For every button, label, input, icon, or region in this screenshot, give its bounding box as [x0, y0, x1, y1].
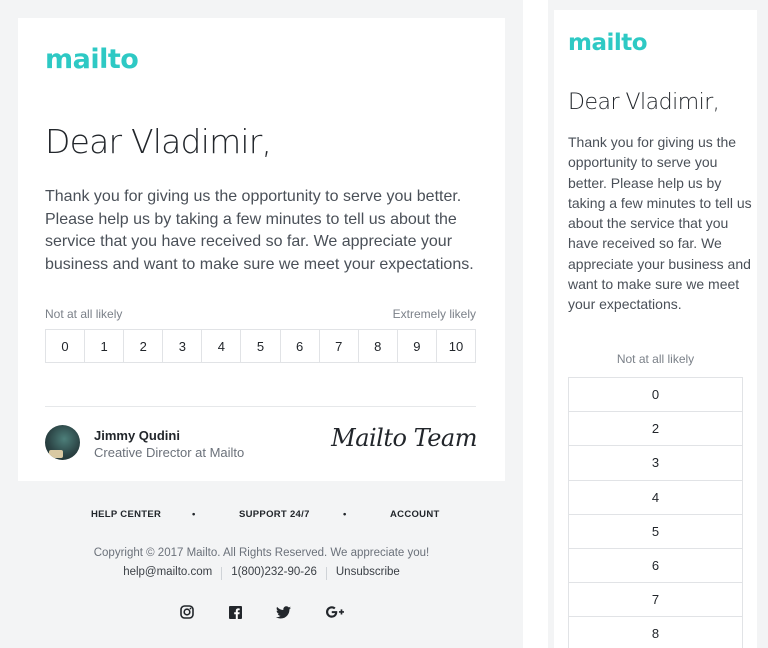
- rating-option-4[interactable]: 4: [569, 481, 742, 515]
- rating-option-0[interactable]: 0: [46, 330, 85, 362]
- footer-link-support[interactable]: SUPPORT 24/7: [239, 509, 310, 520]
- rating-option-2[interactable]: 2: [569, 412, 742, 446]
- rating-option-5[interactable]: 5: [569, 515, 742, 549]
- rating-option-8[interactable]: 8: [359, 330, 398, 362]
- support-phone-link[interactable]: 1(800)232-90-26: [231, 566, 317, 578]
- signature-script: Mailto Team: [331, 424, 477, 452]
- greeting: Dear Vladimir,: [45, 122, 272, 161]
- divider: [45, 406, 476, 407]
- rating-option-5[interactable]: 5: [241, 330, 280, 362]
- google-plus-icon[interactable]: [325, 604, 345, 620]
- rating-option-10[interactable]: 10: [448, 338, 464, 354]
- signature-role: Creative Director at Mailto: [94, 445, 245, 460]
- rating-label-low: Not at all likely: [45, 307, 123, 321]
- copyright: Copyright © 2017 Mailto. All Rights Reserved. We appreciate you!: [93, 547, 430, 559]
- rating-option-7[interactable]: 7: [569, 583, 742, 617]
- rating-scale: [45, 329, 476, 363]
- email-body: Thank you for giving us the opportunity to serve you better. Please help us by taking a few minutes to tell us about the service that you have received so far. We appreciate your business and want to make sure we meet your expectations.: [45, 188, 474, 273]
- rating-option-4[interactable]: 4: [202, 330, 241, 362]
- email-body: Thank you for giving us the opportunity to serve you better. Please help us by taking a few minutes to tell us about the service that you have received so far. We appreciate your business and want to make sure we meet your expectations.: [568, 134, 752, 313]
- rating-option-7[interactable]: 7: [320, 330, 359, 362]
- mobile-preview: [548, 0, 768, 648]
- footer-bullet: •: [343, 509, 347, 520]
- rating-option-6[interactable]: 6: [281, 330, 320, 362]
- support-email-link[interactable]: help@mailto.com: [123, 566, 213, 578]
- rating-label-high: Extremely likely: [392, 307, 476, 321]
- instagram-icon[interactable]: [179, 604, 195, 620]
- signature-name: Jimmy Qudini: [94, 428, 180, 443]
- mailto-logo[interactable]: mailto: [45, 44, 139, 75]
- rating-option-3[interactable]: 3: [569, 446, 742, 480]
- mobile-email-card: [554, 10, 757, 648]
- rating-option-1[interactable]: 1: [85, 330, 124, 362]
- twitter-icon[interactable]: [275, 604, 291, 620]
- unsubscribe-link[interactable]: Unsubscribe: [335, 566, 400, 578]
- rating-option-8[interactable]: 8: [569, 617, 742, 648]
- rating-option-3[interactable]: 3: [163, 330, 202, 362]
- footer-bullet: •: [192, 509, 196, 520]
- greeting: Dear Vladimir,: [568, 90, 720, 115]
- facebook-icon[interactable]: [227, 604, 243, 620]
- mailto-logo[interactable]: mailto: [568, 30, 648, 56]
- footer-link-account[interactable]: ACCOUNT: [390, 509, 440, 520]
- mobile-rating-scale: [568, 377, 743, 648]
- rating-label-low: Not at all likely: [616, 352, 695, 366]
- footer-link-help-center[interactable]: HELP CENTER: [91, 509, 162, 520]
- rating-option-9[interactable]: 9: [398, 330, 437, 362]
- rating-option-0[interactable]: 0: [569, 378, 742, 412]
- rating-option-2[interactable]: 2: [124, 330, 163, 362]
- footer-contact: [0, 566, 523, 580]
- avatar: [45, 425, 80, 460]
- rating-option-6[interactable]: 6: [569, 549, 742, 583]
- social-links: [0, 604, 523, 622]
- email-card: [18, 18, 505, 481]
